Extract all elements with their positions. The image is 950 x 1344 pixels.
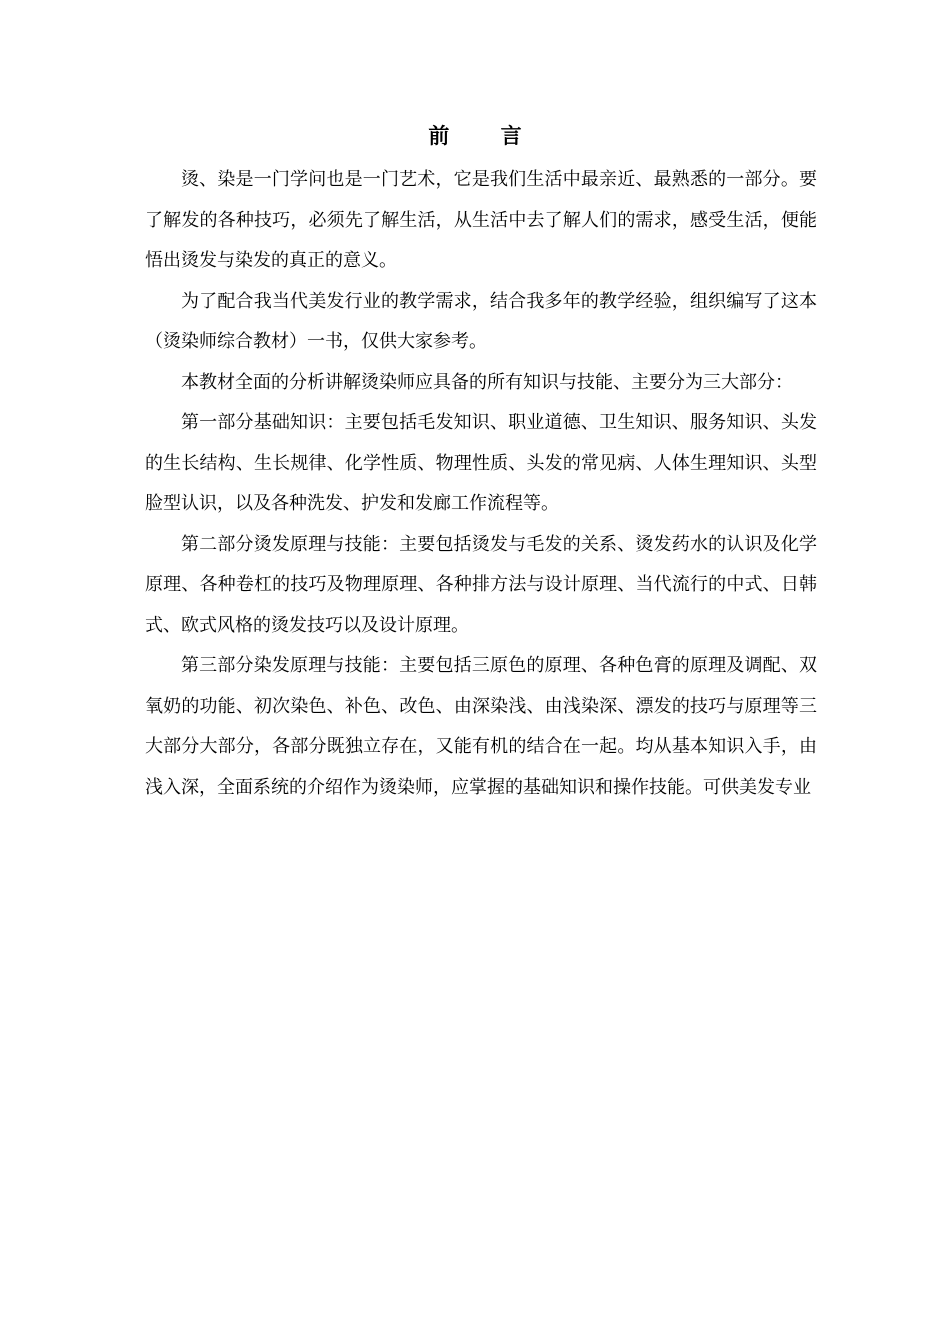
preface-body (145, 160, 817, 808)
paragraph-part-two: 第二部分烫发原理与技能：主要包括烫发与毛发的关系、烫发药水的认识及化学原理、各种卷杠的技巧及物理原理、各种排方法与设计原理、当代流行的中式、日韩式、欧式风格的烫发技巧以及设计原理。 (145, 533, 817, 636)
paragraph-part-three: 第三部分染发原理与技能：主要包括三原色的原理、各种色膏的原理及调配、双氧奶的功能、初次染色、补色、改色、由深染浅、由浅染深、漂发的技巧与原理等三大部分大部分，各部分既独立存在，又能有机的结合在一起。均从基本知识入手，由浅入深，全面系统的介绍作为烫染师，应掌握的基础知识和操作技能。可供美发专业 (145, 655, 817, 798)
paragraph-intro: 烫、染是一门学问也是一门艺术，它是我们生活中最亲近、最熟悉的一部分。要了解发的各种技巧，必须先了解生活，从生活中去了解人们的需求，感受生活，便能悟出烫发与染发的真正的意义。 (145, 169, 817, 271)
paragraph-part-one: 第一部分基础知识：主要包括毛发知识、职业道德、卫生知识、服务知识、头发的生长结构、生长规律、化学性质、物理性质、头发的常见病、人体生理知识、头型脸型认识，以及各种洗发、护发和发廊工作流程等。 (145, 412, 817, 514)
paragraph-overview: 本教材全面的分析讲解烫染师应具备的所有知识与技能、主要分为三大部分： (181, 371, 793, 393)
page-title: 前 言 (428, 124, 544, 148)
paragraph-purpose: 为了配合我当代美发行业的教学需求，结合我多年的教学经验，组织编写了这本（烫染师综合教材）一书，仅供大家参考。 (145, 290, 817, 352)
